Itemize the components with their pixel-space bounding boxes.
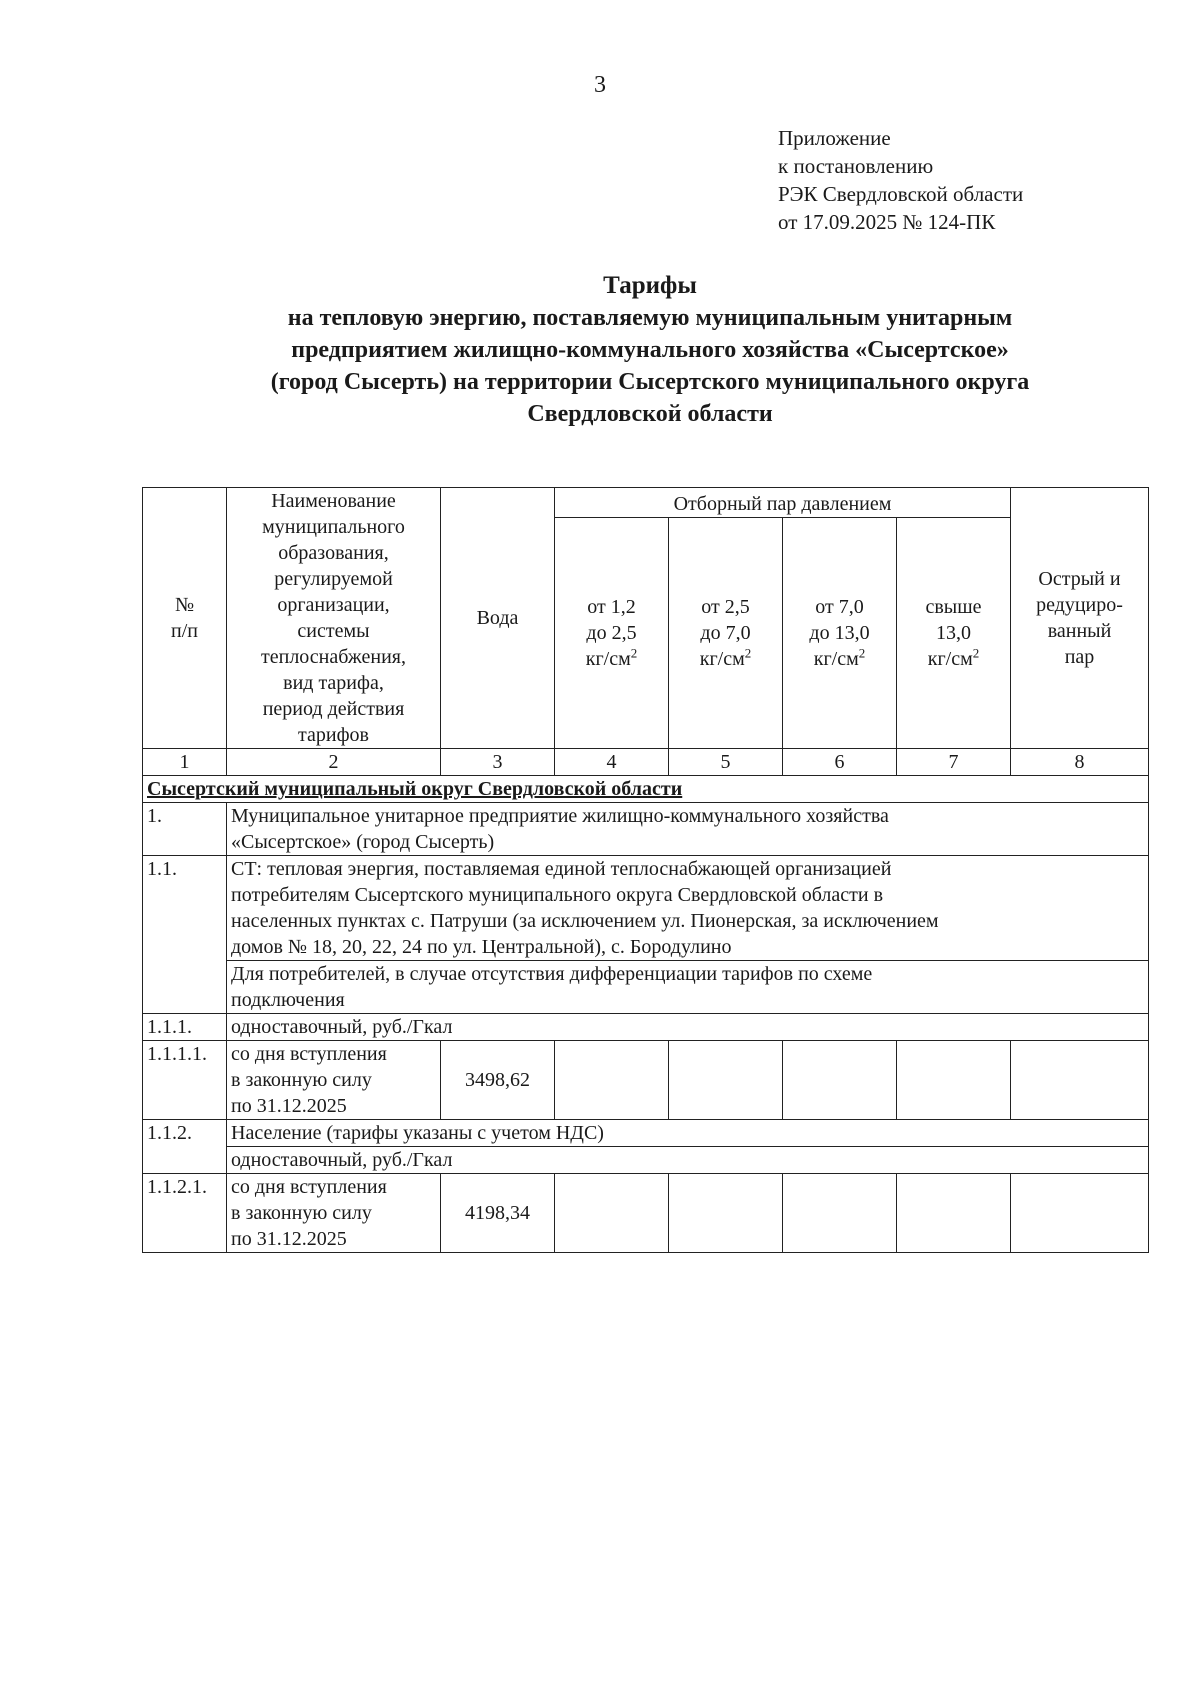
empty-cell: [897, 1174, 1011, 1253]
document-title: [130, 270, 1170, 430]
row-number: 1.: [143, 803, 227, 856]
header-steam: Острый и редуциро- ванный пар: [1011, 488, 1149, 749]
row-text: Для потребителей, в случае отсутствия дифференциации тарифов по схеме подключения: [227, 961, 1149, 1014]
empty-cell: [555, 1174, 669, 1253]
header-pressure-2: от 2,5 до 7,0 $кг/см^2$: [669, 518, 783, 749]
title-line: (город Сысерть) на территории Сысертского муниципального округа: [270, 369, 1030, 395]
annex-line: от 17.09.2025 № 124-ПК: [778, 210, 996, 234]
row-text: Население (тарифы указаны с учетом НДС): [227, 1120, 1149, 1147]
header-water: Вода: [441, 488, 555, 749]
column-number: 5: [669, 749, 783, 776]
empty-cell: [669, 1174, 783, 1253]
table-row: [143, 803, 1149, 856]
empty-cell: [897, 1041, 1011, 1120]
empty-cell: [783, 1174, 897, 1253]
annex-block: [778, 124, 1023, 236]
column-number: 6: [783, 749, 897, 776]
title-line: предприятием жилищно-коммунального хозяйства «Сысертское»: [291, 337, 1009, 363]
row-text: Муниципальное унитарное предприятие жилищно-коммунального хозяйства «Сысертское» (город Сысерть): [227, 803, 1149, 856]
row-text: одноставочный, руб./Гкал: [227, 1147, 1149, 1174]
column-number: 8: [1011, 749, 1149, 776]
header-name: Наименование муниципального образования, регулируемой организации, системы теплоснабжения, вид тарифа, период действия тарифов: [227, 488, 441, 749]
row-number: 1.1.2.: [143, 1120, 227, 1174]
row-period: со дня вступления в законную силу по 31.12.2025: [227, 1174, 441, 1253]
section-title: Сысертский муниципальный округ Свердловской области: [143, 776, 1149, 803]
table-row: [143, 1014, 1149, 1041]
empty-cell: [669, 1041, 783, 1120]
tariff-table: [142, 487, 1149, 1253]
empty-cell: [1011, 1174, 1149, 1253]
title-line: Свердловской области: [527, 401, 773, 427]
table-row: [143, 1120, 1149, 1147]
column-number: 7: [897, 749, 1011, 776]
row-text: СТ: тепловая энергия, поставляемая единой теплоснабжающей организацией потребителям Сысертского муниципального округа Свердловской области в населенных пунктах с. Патруши (за исключением ул. Пионерская, за исключением домов № 18, 20, 22, 24 по ул. Центральной), с. Бородулино: [227, 856, 1149, 961]
column-number: 1: [143, 749, 227, 776]
column-number: 4: [555, 749, 669, 776]
annex-line: Приложение: [778, 126, 891, 150]
table-row: [143, 1174, 1149, 1253]
water-tariff-value: 4198,34: [441, 1174, 555, 1253]
table-row: [143, 1041, 1149, 1120]
header-pressure-1: от 1,2 до 2,5 $кг/см^2$: [555, 518, 669, 749]
empty-cell: [783, 1041, 897, 1120]
header-row: [143, 488, 1149, 518]
header-pressure-3: от 7,0 до 13,0 $кг/см^2$: [783, 518, 897, 749]
column-number: 2: [227, 749, 441, 776]
table-row: [143, 961, 1149, 1014]
row-period: со дня вступления в законную силу по 31.12.2025: [227, 1041, 441, 1120]
annex-line: РЭК Свердловской области: [778, 182, 1024, 206]
annex-line: к постановлению: [778, 154, 934, 178]
title-line: на тепловую энергию, поставляемую муниципальным унитарным: [287, 305, 1013, 331]
section-row: [143, 776, 1149, 803]
empty-cell: [555, 1041, 669, 1120]
empty-cell: [1011, 1041, 1149, 1120]
header-pressure-4: свыше 13,0 $кг/см^2$: [897, 518, 1011, 749]
table-row: [143, 1147, 1149, 1174]
row-number: 1.1.1.: [143, 1014, 227, 1041]
row-number: 1.1.: [143, 856, 227, 1014]
header-num: № п/п: [143, 488, 227, 749]
row-number: 1.1.1.1.: [143, 1041, 227, 1120]
header-pressure-group: Отборный пар давлением: [555, 488, 1011, 518]
row-number: 1.1.2.1.: [143, 1174, 227, 1253]
column-numbers-row: [143, 749, 1149, 776]
column-number: 3: [441, 749, 555, 776]
table-row: [143, 856, 1149, 961]
water-tariff-value: 3498,62: [441, 1041, 555, 1120]
page-number: 3: [594, 72, 606, 98]
row-text: одноставочный, руб./Гкал: [227, 1014, 1149, 1041]
title-line: Тарифы: [603, 272, 697, 299]
